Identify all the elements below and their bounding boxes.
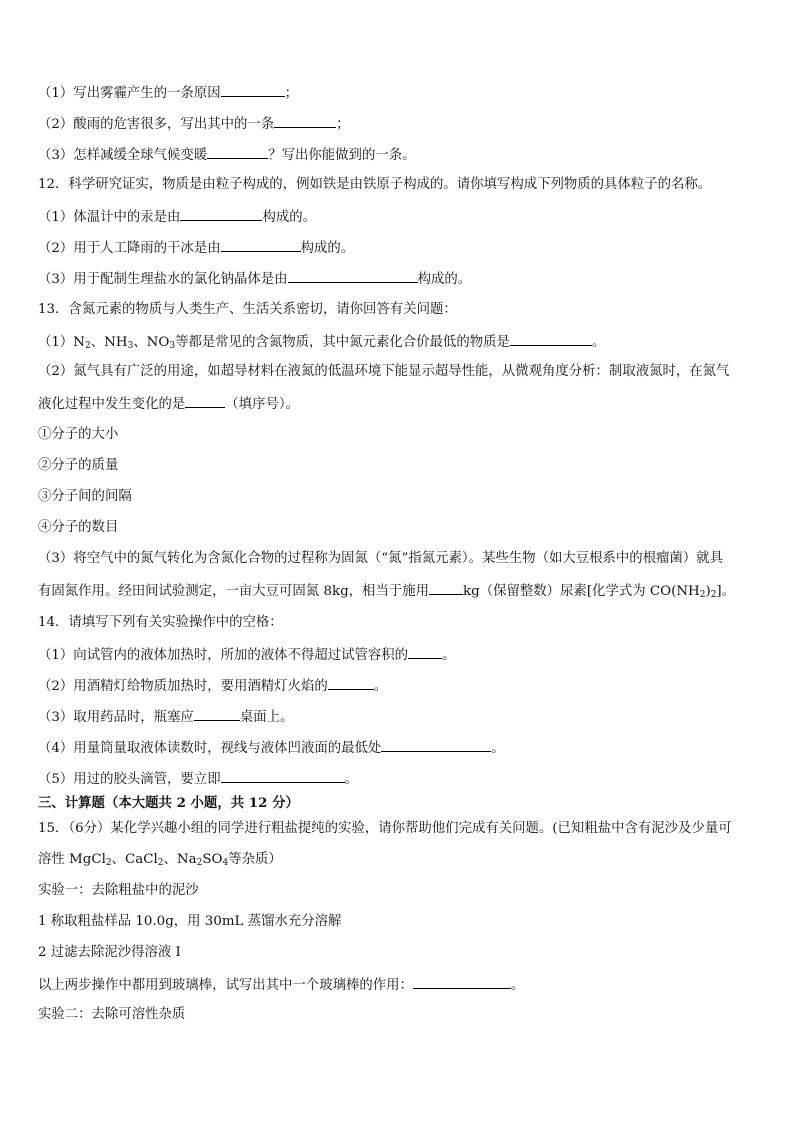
answer-blank[interactable] (408, 645, 442, 659)
q13-option-4: ④分子的数目 (38, 520, 119, 535)
subscript: 2 (710, 590, 717, 600)
formula-part: 、CaCl (111, 852, 158, 867)
q15-step2: 2 过滤去除泥沙得溶液 I (38, 945, 181, 960)
q15-stem-end: 等杂质） (228, 852, 282, 867)
subscript: 2 (196, 858, 203, 868)
q12-sub1-text: （1）体温计中的汞是由 (38, 210, 181, 225)
answer-blank[interactable] (288, 269, 418, 283)
answer-blank[interactable] (185, 394, 225, 408)
q11-sub3-end: ？写出你能做到的一条。 (268, 148, 416, 163)
q13-sub1-text: 等都是常见的含氮物质，其中氮元素化合价最低的物质是 (175, 335, 510, 350)
subscript: 3 (169, 341, 176, 351)
q12-sub3 (38, 269, 764, 289)
answer-blank[interactable] (510, 332, 592, 346)
q14-sub3-end: 桌面上。 (239, 710, 294, 725)
q13-sub1 (38, 332, 764, 352)
q12-sub2-text: （2）用于人工降雨的干冰是由 (38, 241, 221, 256)
q11-sub1-end: ； (284, 86, 298, 101)
q13-sub3-line1: （3）将空气中的氮气转化为含氮化合物的过程称为固氮（“氮”指氮元素）。某些生物（如大豆根系中的根瘤菌）就具 (38, 551, 724, 566)
answer-blank[interactable] (194, 707, 240, 721)
q15-experiment2-title: 实验二：去除可溶性杂质 (38, 1007, 186, 1022)
q12-sub1-end: 构成的。 (262, 210, 316, 225)
subscript: 2 (699, 590, 706, 600)
answer-blank[interactable] (221, 83, 285, 97)
q14-sub5-end: 。 (344, 772, 358, 787)
formula-part: 、NO (133, 335, 170, 350)
answer-blank[interactable] (274, 114, 336, 128)
formula-part: （1）N (38, 335, 86, 350)
q12-sub2 (38, 238, 764, 258)
subscript: 2 (85, 341, 91, 351)
q13-sub2-line2 (38, 394, 764, 414)
q15-experiment1-title: 实验一：去除粗盐中的泥沙 (38, 883, 199, 898)
q14-sub4-text: （4）用量筒量取液体读数时，视线与液体凹液面的最低处 (38, 741, 382, 756)
q11-sub2 (38, 114, 764, 134)
q12-sub3-end: 构成的。 (417, 272, 472, 287)
q13-sub3-text: 有固氮作用。经田间试验测定，一亩大豆可固氮 8kg，相当于施用 (38, 584, 430, 599)
q14-sub4-end: 。 (491, 741, 505, 756)
answer-blank[interactable] (381, 738, 491, 752)
formula-part: ) (705, 584, 711, 599)
q14-stem: 14．请填写下列有关实验操作中的空格： (38, 615, 283, 630)
formula-part: 溶性 MgCl (38, 852, 106, 867)
q15-glass-rod-text: 以上两步操作中都用到玻璃棒，试写出其中一个玻璃棒的作用： (38, 978, 413, 993)
q11-sub2-end: ； (336, 117, 350, 132)
q11-sub2-text: （2）酸雨的危害很多，写出其中的一条 (38, 117, 275, 132)
answer-blank[interactable] (429, 581, 463, 595)
q12-sub2-end: 构成的。 (300, 241, 355, 256)
q15-step1: 1 称取粗盐样品 10.0g，用 30mL 蒸馏水充分溶解 (38, 914, 342, 929)
section-heading: 三、计算题（本大题共 2 小题，共 12 分） (38, 795, 299, 811)
subscript: 2 (105, 858, 112, 868)
q12-sub3-text: （3）用于配制生理盐水的氯化钠晶体是由 (38, 272, 288, 287)
answer-blank[interactable] (180, 207, 262, 221)
q14-sub2-text: （2）用酒精灯给物质加热时，要用酒精灯火焰的 (38, 679, 328, 694)
subscript: 3 (127, 341, 134, 351)
q14-sub4 (38, 738, 764, 758)
q11-sub3-text: （3）怎样减缓全球气候变暖 (38, 148, 208, 163)
q15-stem-line1: 15．（6分）某化学兴趣小组的同学进行粗盐提纯的实验，请你帮助他们完成有关问题。(已知粗盐中含有泥沙及少量可 (38, 821, 732, 836)
q13-option-1: ①分子的大小 (38, 427, 119, 442)
q13-option-3: ③分子间的间隔 (38, 489, 132, 504)
q11-sub1 (38, 83, 764, 103)
q13-option-2: ②分子的质量 (38, 458, 119, 473)
subscript: 2 (157, 858, 164, 868)
q14-sub1-text: （1）向试管内的液体加热时，所加的液体不得超过试管容积的 (38, 648, 409, 663)
q14-sub2 (38, 676, 764, 696)
answer-blank[interactable] (413, 975, 511, 989)
q14-sub5-text: （5）用过的胶头滴管，要立即 (38, 772, 221, 787)
answer-blank[interactable] (221, 238, 301, 252)
q15-glass-rod (38, 975, 764, 995)
q15-stem-line2 (38, 851, 764, 869)
formula-part: 、Na (163, 852, 197, 867)
formula-end: ]。 (716, 584, 736, 599)
q12-stem: 12．科学研究证实，物质是由粒子构成的，例如铁是由铁原子构成的。请你填写构成下列物质的具体粒子的名称。 (38, 177, 712, 192)
q13-sub2-line1: （2）氮气具有广泛的用途，如超导材料在液氮的低温环境下能显示超导性能，从微观角度分析：制取液氮时，在氮气 (38, 364, 730, 379)
q13-sub3-text-2: kg（保留整数）尿素[化学式为 CO(NH (463, 584, 700, 599)
q13-sub2-end: （填序号）。 (225, 397, 299, 412)
answer-blank[interactable] (207, 145, 268, 159)
subscript: 4 (222, 858, 229, 868)
answer-blank[interactable] (328, 676, 374, 690)
formula-part: SO (202, 852, 223, 867)
q13-sub1-end: 。 (591, 335, 606, 350)
q13-stem: 13．含氮元素的物质与人类生产、生活关系密切，请你回答有关问题： (38, 302, 457, 317)
q14-sub3-text: （3）取用药品时，瓶塞应 (38, 710, 194, 725)
q13-sub3-line2 (38, 581, 764, 601)
q12-sub1 (38, 207, 764, 227)
q14-sub1-end: 。 (442, 648, 456, 663)
q11-sub1-text: （1）写出雾霾产生的一条原因 (38, 86, 221, 101)
q14-sub5 (38, 769, 764, 789)
q11-sub3 (38, 145, 764, 165)
q14-sub1 (38, 645, 764, 665)
formula-part: 、NH (90, 335, 128, 350)
answer-blank[interactable] (221, 769, 345, 783)
q14-sub3 (38, 707, 764, 727)
q13-sub2-text: 液化过程中发生变化的是 (38, 397, 186, 412)
q15-glass-rod-end: 。 (510, 978, 525, 993)
q14-sub2-end: 。 (373, 679, 388, 694)
